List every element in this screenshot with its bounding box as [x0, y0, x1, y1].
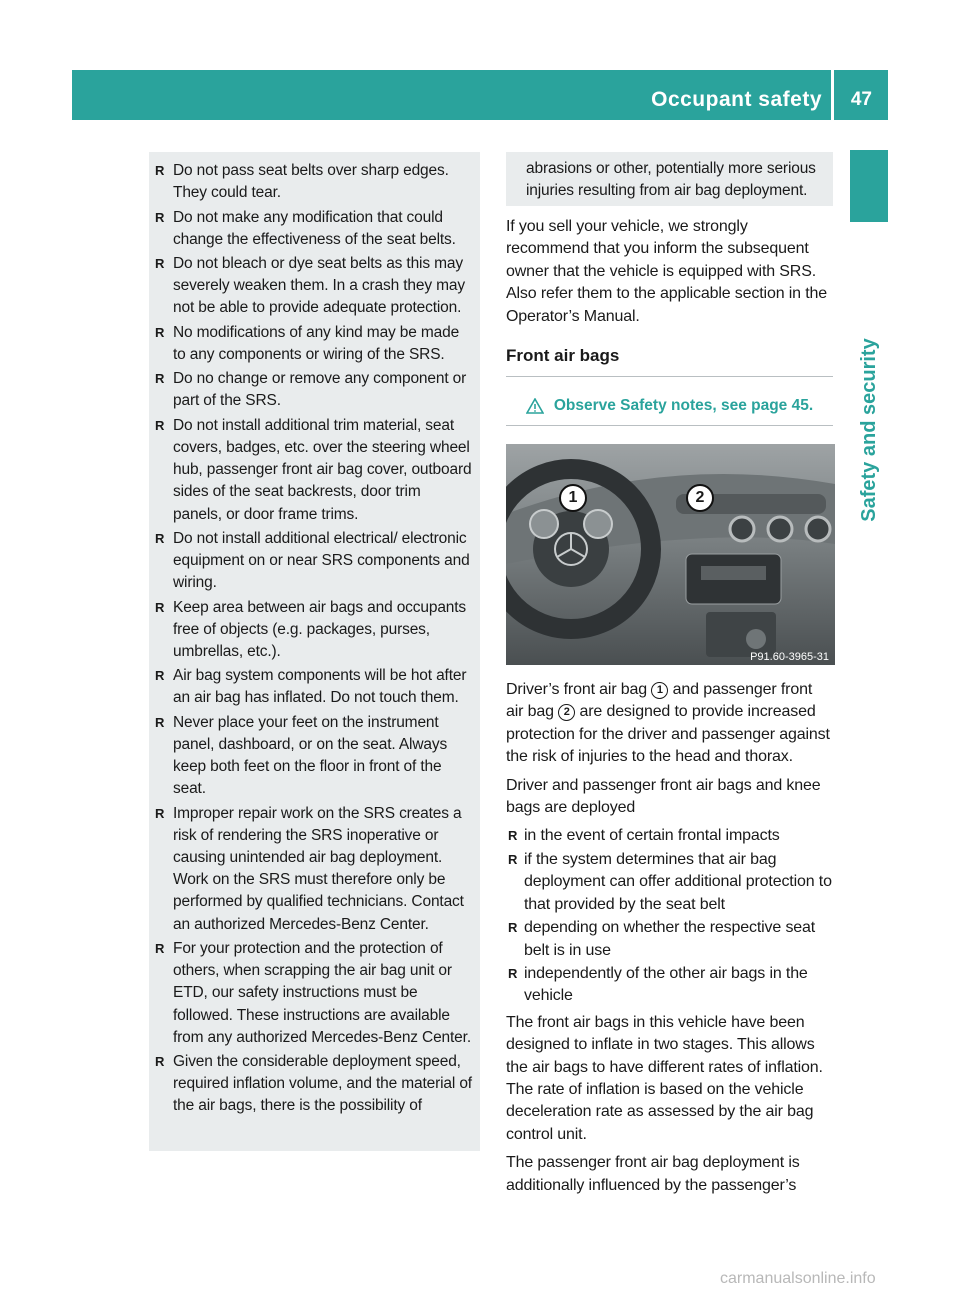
sell-vehicle-paragraph: If you sell your vehicle, we strongly recommend that you inform the subsequent owner that the vehicle is equipped with SRS. Also refer them to the applicable section in the Operator’s Manual. — [506, 218, 827, 325]
intro-text-a: Driver’s front air bag — [506, 681, 648, 699]
warning-box — [149, 152, 480, 1151]
list-item: R Do not install additional trim material, seat covers, badges, etc. over the steering wheel hub, passenger front air bag cover, outboard sides of the seat backrests, door trim panels, or door frame trims. — [155, 415, 472, 526]
list-item: R if the system determines that air bag deployment can offer additional protection to that provided by the seat belt — [506, 849, 833, 916]
intro-text-c: are designed to provide increased protection for the driver and passenger against the risk of injuries to the head and thorax. — [506, 703, 830, 766]
header-separator — [831, 70, 834, 120]
passenger-paragraph: The passenger front air bag deployment is additionally influenced by the passenger’s — [506, 1154, 800, 1194]
callout-2-icon: 2 — [558, 704, 575, 721]
page-number: 47 — [850, 89, 872, 110]
deploy-paragraph: Driver and passenger front air bags and knee bags are deployed — [506, 776, 821, 817]
warning-triangle-icon — [526, 398, 544, 414]
list-item: R Do not pass seat belts over sharp edges. They could tear. — [155, 160, 472, 204]
list-item: R Do not bleach or dye seat belts as this may severely weaken them. In a crash they may not be able to provide adequate protection. — [155, 253, 472, 320]
list-item: R Air bag system components will be hot after an air bag has inflated. Do not touch them. — [155, 665, 472, 709]
list-item: R Never place your feet on the instrument panel, dashboard, or on the seat. Always keep both feet on the floor in front of the seat. — [155, 712, 472, 801]
warning-continued-text: abrasions or other, potentially more serious injuries resulting from air bag deployment. — [526, 160, 816, 200]
safety-note-text: Observe Safety notes, see page 45. — [553, 397, 814, 415]
list-item: R independently of the other air bags in the vehicle — [506, 963, 833, 1008]
intro-paragraph — [506, 679, 833, 769]
safety-note[interactable] — [506, 393, 833, 426]
list-item: R Improper repair work on the SRS creates a risk of rendering the SRS inoperative or causing unintended air bag deployment. Work on the SRS must therefore only be performed by qualified technicians. Contact an authorized Mercedes-Benz Center. — [155, 803, 472, 936]
header-bar — [72, 70, 888, 120]
header-title: Occupant safety — [651, 88, 822, 111]
callout-2-badge: 2 — [686, 484, 714, 512]
list-item: R For your protection and the protection of others, when scrapping the air bag unit or ETD, our safety instructions must be followed. These instructions are available from any authorized Mercedes-Benz Center. — [155, 938, 472, 1049]
list-item: R Do not make any modification that could change the effectiveness of the seat belts. — [155, 207, 472, 251]
intro-text-b: and passenger front air bag — [506, 681, 813, 721]
warning-box-continued — [506, 152, 833, 206]
deploy-conditions-list — [506, 825, 833, 1007]
list-item: R in the event of certain frontal impacts — [506, 825, 833, 847]
right-column — [506, 216, 833, 1203]
warning-list — [155, 160, 472, 1118]
callout-1-badge: 1 — [559, 484, 587, 512]
image-reference-code: P91.60-3965-31 — [750, 651, 829, 664]
list-item: R No modifications of any kind may be made to any components or wiring of the SRS. — [155, 322, 472, 366]
side-section-label: Safety and security — [858, 338, 880, 522]
list-item: R Do no change or remove any component or part of the SRS. — [155, 368, 472, 412]
watermark: carmanualsonline.info — [720, 1270, 876, 1287]
section-title: Front air bags — [506, 346, 833, 377]
side-tab — [850, 150, 888, 222]
dashboard-illustration — [506, 444, 835, 665]
callout-1-icon: 1 — [651, 682, 668, 699]
list-item: R Given the considerable deployment speed, required inflation volume, and the material of the air bags, there is the possibility of — [155, 1051, 472, 1118]
list-item: R Do not install additional electrical/ electronic equipment on or near SRS components and wiring. — [155, 528, 472, 595]
stages-paragraph: The front air bags in this vehicle have been designed to inflate in two stages. This allows the air bags to have different rates of inflation. The rate of inflation is based on the vehicle deceleration rate as assessed by the air bag control unit. — [506, 1013, 823, 1143]
list-item: R Keep area between air bags and occupants free of objects (e.g. packages, purses, umbrellas, etc.). — [155, 597, 472, 664]
list-item: R depending on whether the respective seat belt is in use — [506, 917, 833, 962]
dashboard-image — [506, 444, 835, 665]
